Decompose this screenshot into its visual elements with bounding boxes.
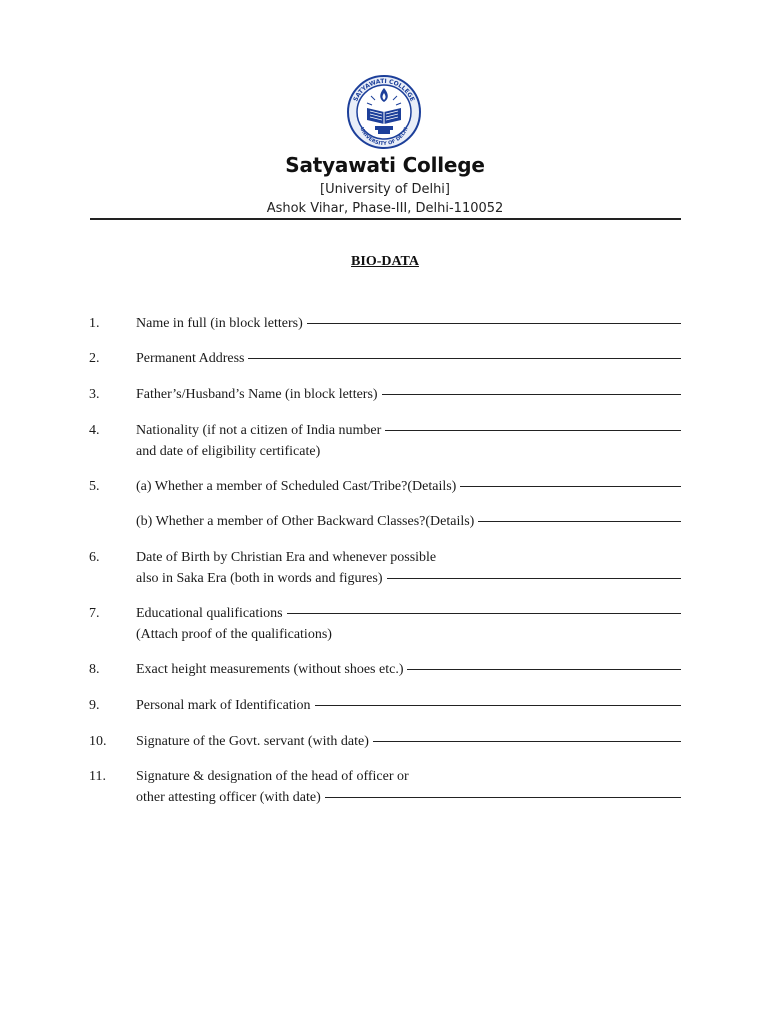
item-label: Permanent Address bbox=[136, 351, 245, 366]
form-title: BIO-DATA bbox=[351, 254, 419, 269]
item-label-continued: and date of eligibility certificate) bbox=[136, 444, 321, 459]
fill-in-blank[interactable] bbox=[407, 669, 681, 670]
item-number: 1. bbox=[89, 316, 100, 331]
fill-in-blank[interactable] bbox=[315, 705, 681, 706]
item-number: 2. bbox=[89, 351, 100, 366]
item-number: 10. bbox=[89, 734, 107, 749]
fill-in-blank[interactable] bbox=[373, 741, 681, 742]
fill-in-blank[interactable] bbox=[460, 486, 681, 487]
svg-text:UNIVERSITY OF DELHI: UNIVERSITY OF DELHI bbox=[358, 126, 410, 148]
item-number: 6. bbox=[89, 550, 100, 565]
item-label: Personal mark of Identification bbox=[136, 698, 311, 713]
university-affiliation: [University of Delhi] bbox=[320, 182, 450, 197]
fill-in-blank[interactable] bbox=[248, 358, 681, 359]
item-number: 4. bbox=[89, 423, 100, 438]
item-label-continued: (Attach proof of the qualifications) bbox=[136, 627, 332, 642]
fill-in-blank[interactable] bbox=[307, 323, 681, 324]
item-label: Date of Birth by Christian Era and whenever possible bbox=[136, 550, 437, 565]
fill-in-blank[interactable] bbox=[478, 521, 681, 522]
item-label: Signature of the Govt. servant (with date) bbox=[136, 734, 369, 749]
item-number: 3. bbox=[89, 387, 100, 402]
item-number: 8. bbox=[89, 662, 100, 677]
fill-in-blank[interactable] bbox=[385, 430, 681, 431]
college-address: Ashok Vihar, Phase-III, Delhi-110052 bbox=[266, 201, 504, 216]
header-divider bbox=[90, 218, 681, 220]
fill-in-blank[interactable] bbox=[325, 797, 681, 798]
item-label: (a) Whether a member of Scheduled Cast/Tribe?(Details) bbox=[136, 479, 457, 494]
item-label-continued: other attesting officer (with date) bbox=[136, 790, 321, 805]
item-label: Father’s/Husband’s Name (in block letters) bbox=[136, 387, 378, 402]
item-label: Exact height measurements (without shoes etc.) bbox=[136, 662, 404, 677]
college-name: Satyawati College bbox=[285, 153, 485, 177]
svg-text:SATYAWATI COLLEGE: SATYAWATI COLLEGE bbox=[352, 77, 416, 103]
item-number: 9. bbox=[89, 698, 100, 713]
item-label: Name in full (in block letters) bbox=[136, 316, 303, 331]
fill-in-blank[interactable] bbox=[287, 613, 681, 614]
item-label: Signature & designation of the head of officer or bbox=[136, 769, 409, 784]
fill-in-blank[interactable] bbox=[382, 394, 681, 395]
item-label: (b) Whether a member of Other Backward Classes?(Details) bbox=[136, 514, 475, 529]
item-label: Nationality (if not a citizen of India number bbox=[136, 423, 382, 438]
item-number: 5. bbox=[89, 479, 100, 494]
item-number: 11. bbox=[89, 769, 106, 784]
item-label-continued: also in Saka Era (both in words and figures) bbox=[136, 571, 383, 586]
item-number: 7. bbox=[89, 606, 100, 621]
item-label: Educational qualifications bbox=[136, 606, 283, 621]
fill-in-blank[interactable] bbox=[387, 578, 682, 579]
college-logo bbox=[345, 72, 423, 156]
